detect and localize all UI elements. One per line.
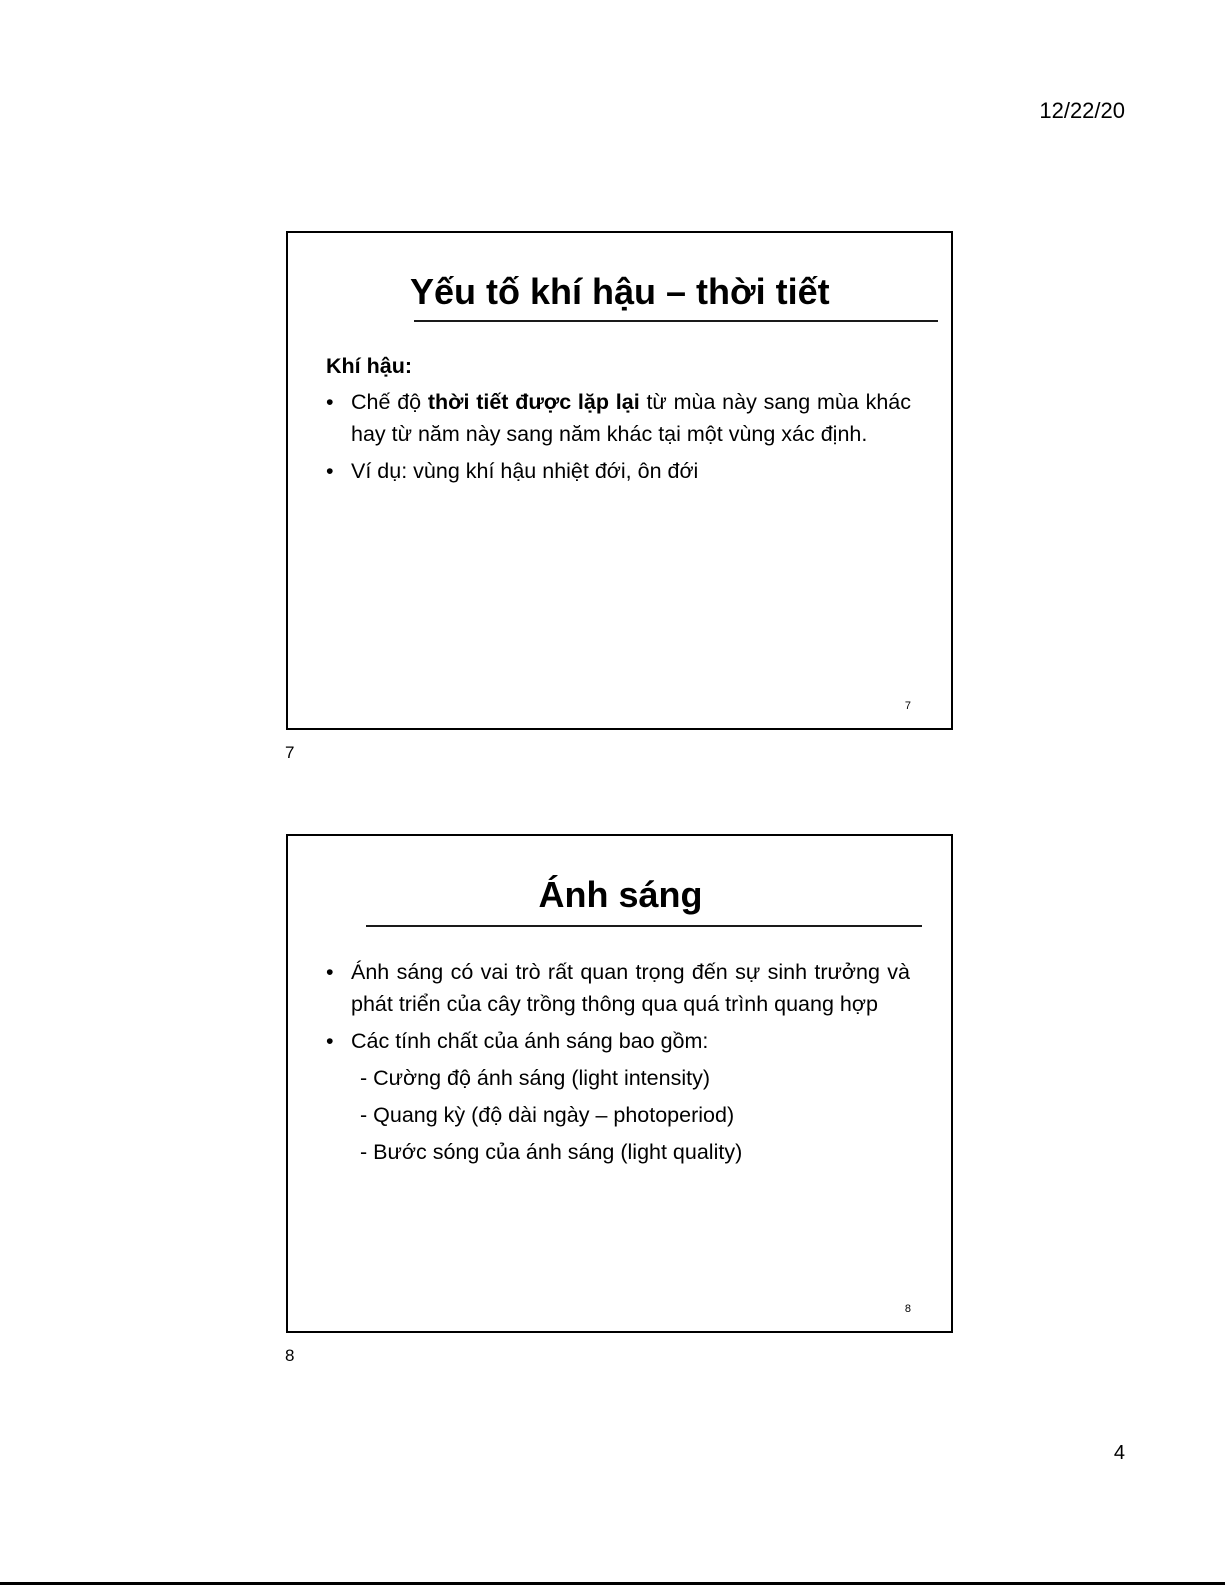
slide-body [326,956,910,1173]
bullet-text-bold: thời tiết được lặp lại [427,390,640,414]
title-underline [366,925,922,927]
slide-8 [286,834,953,1333]
slide-number: 7 [904,700,911,712]
section-heading: Khí hậu: [326,354,412,378]
bullet-item [326,386,911,450]
slide-number: 8 [904,1303,911,1315]
title-underline [414,320,938,322]
sub-list [326,1062,910,1168]
page-date: 12/22/20 [1039,98,1125,123]
sub-item: - Cường độ ánh sáng (light intensity) [360,1066,710,1090]
bullet-list [326,956,910,1057]
slide-title: Yếu tố khí hậu – thời tiết [410,271,830,312]
bullet-item: • Các tính chất của ánh sáng bao gồm: [326,1025,910,1057]
bullet-list [326,386,911,487]
slide-label: 8 [285,1346,295,1365]
sub-item: - Bước sóng của ánh sáng (light quality) [360,1140,743,1164]
bullet-item: • Ánh sáng có vai trò rất quan trọng đến sự sinh trưởng và phát triển của cây trồng thông qua quá trình quang hợp [326,956,910,1020]
sub-item: - Quang kỳ (độ dài ngày – photoperiod) [360,1103,735,1127]
bullet-item: • Ví dụ: vùng khí hậu nhiệt đới, ôn đới [326,455,911,487]
bullet-text-pre: Chế độ [351,390,428,414]
slide-title: Ánh sáng [538,874,703,915]
slide-7 [286,231,953,730]
slide-label: 7 [285,743,295,762]
slide-body [326,350,911,492]
bullet-text-post: từ mùa này sang mùa khác hay từ năm này sang năm khác tại một vùng xác định. [351,390,911,446]
page-number: 4 [1113,1442,1125,1464]
